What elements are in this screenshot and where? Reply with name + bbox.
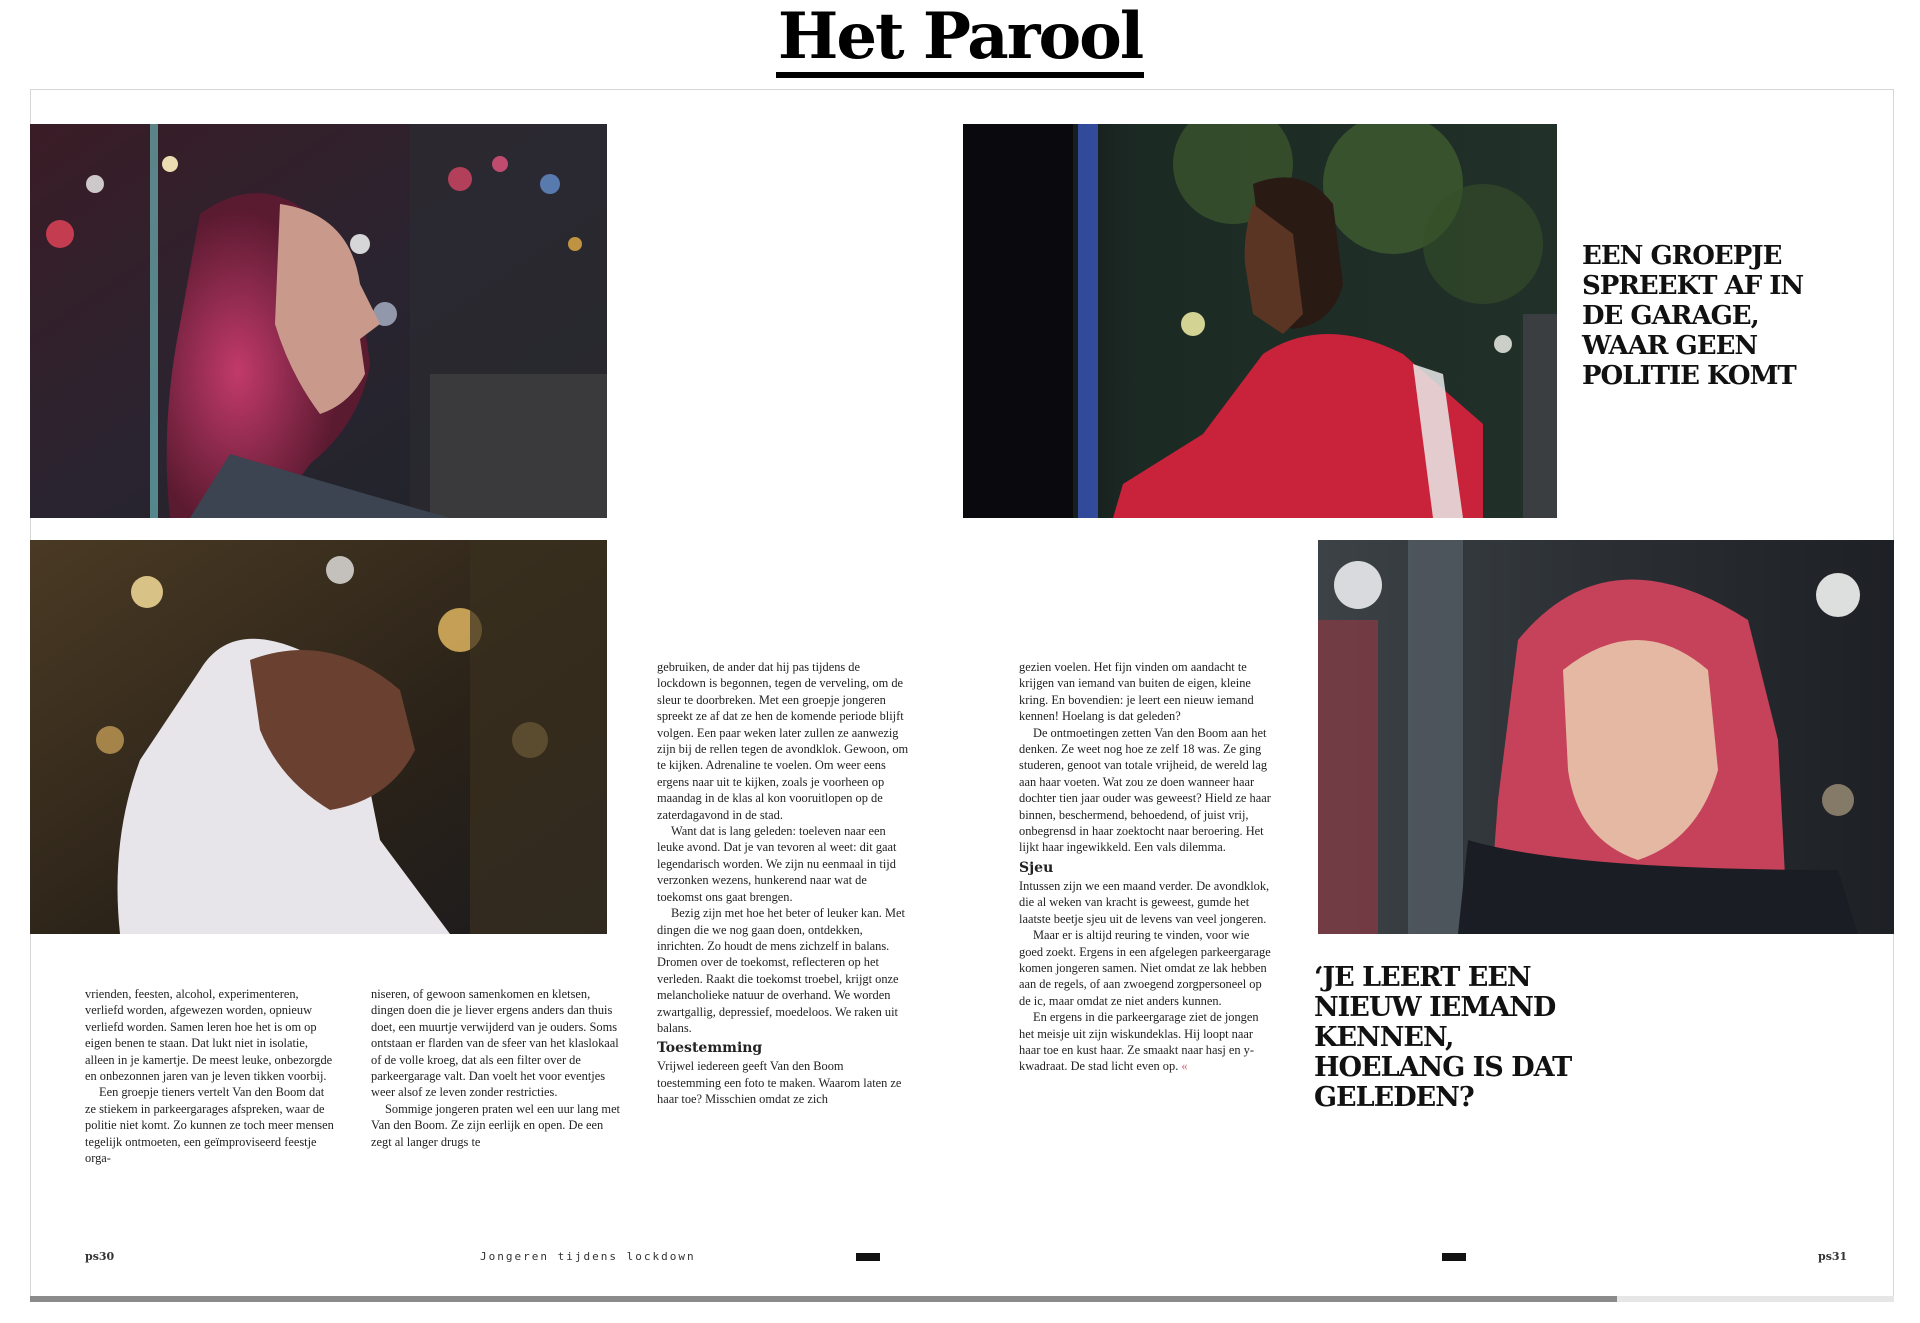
- photo-white-hoodie-looking-up: [30, 540, 607, 934]
- end-mark-icon: «: [1181, 1059, 1188, 1074]
- scroll-progress-bar[interactable]: [30, 1296, 1894, 1302]
- footer-bar-marker: [1442, 1253, 1466, 1261]
- paragraph: Maar er is altijd reuring te vinden, voor wie goed zoekt. Ergens in een afgelegen parkeergarage komen jongeren samen. Niet omdat ze lak hebben aan de regels, of aan zwoegend zorgpersoneel op de ic, maar omdat ze niet anders kunnen.: [1019, 928, 1271, 1008]
- section-heading: Sjeu: [1019, 859, 1054, 876]
- text-column-3: [657, 659, 909, 1108]
- text-column-2: [371, 986, 623, 1150]
- paragraph: De ontmoetingen zetten Van den Boom aan het denken. Ze weet nog hoe ze zelf 18 was. Ze ging studeren, genoot van totale vrijheid, de wereld lag aan haar voeten. Wat zou ze doen wanneer haar dochter tien jaar ouder was geweest? Hield ze haar binnen, beschermend, behoedend, of juist vrij, onbegrensd in haar zoektocht naar beroering. Het lijkt haar ingewikkeld. Een vals dilemma.: [1019, 725, 1271, 855]
- paragraph: Sommige jongeren praten wel een uur lang met Van den Boom. Ze zijn eerlijk en open. De een zegt al langer drugs te: [371, 1101, 621, 1149]
- running-title: Jongeren tijdens lockdown: [480, 1250, 696, 1263]
- paragraph: gezien voelen. Het fijn vinden om aandacht te krijgen van iemand van buiten de eigen, kleine kring. En bovendien: je leert een nieuw iemand kennen! Hoelang is dat geleden?: [1019, 660, 1254, 724]
- photo-boy-red-jacket: [963, 124, 1557, 518]
- paragraph: gebruiken, de ander dat hij pas tijdens de lockdown is begonnen, tegen de verveling, om de sleur te doorbreken. Met een groepje jongeren spreekt ze af dat ze hen de komende periode blijft volgen. Een paar weken later zullen ze aanwezig zijn bij de rellen tegen de avondklok. Gewoon, om te kijken. Adrenaline te voelen. Om weer eens ergens naar uit te kijken, zoals je voorheen op maandag in de klas al kon vooruitlopen op de zaterdagavond in de stad.: [657, 660, 909, 822]
- paragraph: Bezig zijn met hoe het beter of leuker kan. Met dingen die we nog gaan doen, ontdekken, inrichten. Zo houdt de mens zichzelf in balans. Dromen over de toekomst, reflecteren op het verleden. Raakt die toekomst troebel, krijgt onze melancholieke natuur de overhand. We worden zwartgallig, depressief, moedeloos. We raken uit balans.: [657, 906, 905, 1035]
- paragraph: Intussen zijn we een maand verder. De avondklok, die al weken van kracht is geweest, gumde het laatste beetje sjeu uit de levens van veel jongeren.: [1019, 878, 1270, 926]
- scroll-progress-remaining: [1617, 1296, 1894, 1302]
- pull-quote-top: EEN GROEPJE SPREEKT AF IN DE GARAGE, WAAR GEEN POLITIE KOMT: [1582, 241, 1804, 391]
- page-number-right: ps31: [1818, 1250, 1848, 1263]
- footer-bar-marker: [856, 1253, 880, 1261]
- paragraph-text: En ergens in die parkeergarage ziet de jongen het meisje uit zijn wiskundeklas. Hij loopt naar haar toe en kust haar. Ze smaakt naar hasj en y-kwadraat. De stad licht even op.: [1019, 1010, 1259, 1074]
- paragraph: niseren, of gewoon samenkomen en kletsen, dingen doen die je liever ergens anders dan thuis doet, een muurtje verwijderd van je ouders. Soms ontstaan er flarden van de sfeer van het klaslokaal of de volle kroeg, dat als een filter over de parkeergarage valt. Dan voelt het voor eventjes weer alsof ze leven zonder restricties.: [371, 987, 619, 1100]
- masthead-logo[interactable]: Het Parool: [776, 4, 1144, 78]
- pull-quote-bottom: ‘JE LEERT EEN NIEUW IEMAND KENNEN, HOELANG IS DAT GELEDEN?: [1314, 962, 1572, 1113]
- masthead: [0, 0, 1920, 88]
- paragraph: [1019, 1009, 1271, 1075]
- paragraph: Want dat is lang geleden: toeleven naar een leuke avond. Dat je van tevoren al weet: dit gaat legendarisch worden. We zijn nu eenmaal in tijd verzonken wezens, hunkerend naar wat de toekomst ons gaat brengen.: [657, 824, 897, 904]
- paragraph: Vrijwel iedereen geeft Van den Boom toestemming een foto te maken. Waarom laten ze haar toe? Misschien omdat ze zich: [657, 1059, 902, 1107]
- photo-girl-red-hood: [1318, 540, 1894, 934]
- text-column-4: [1019, 659, 1271, 1075]
- photo-girl-profile-pink-hair: [30, 124, 607, 518]
- section-heading: Toestemming: [657, 1040, 763, 1057]
- paragraph: vrienden, feesten, alcohol, experimenteren, verliefd worden, afgewezen worden, opnieuw verliefd worden. Samen leren hoe het is om op eigen benen te staan. Dat lukt niet in isolatie, alleen in je kamertje. De meest leuke, onbezorgde en onbezonnen jaren van je leven tikken voorbij.: [85, 987, 333, 1084]
- page-number-left: ps30: [85, 1250, 115, 1263]
- paragraph: Een groepje tieners vertelt Van den Boom dat ze stiekem in parkeergarages afspreken, waar de politie niet komt. Zo kunnen ze toch meer mensen tegelijk ontmoeten, een geïmproviseerd feestje orga-: [85, 1085, 334, 1166]
- text-column-1: [85, 986, 337, 1166]
